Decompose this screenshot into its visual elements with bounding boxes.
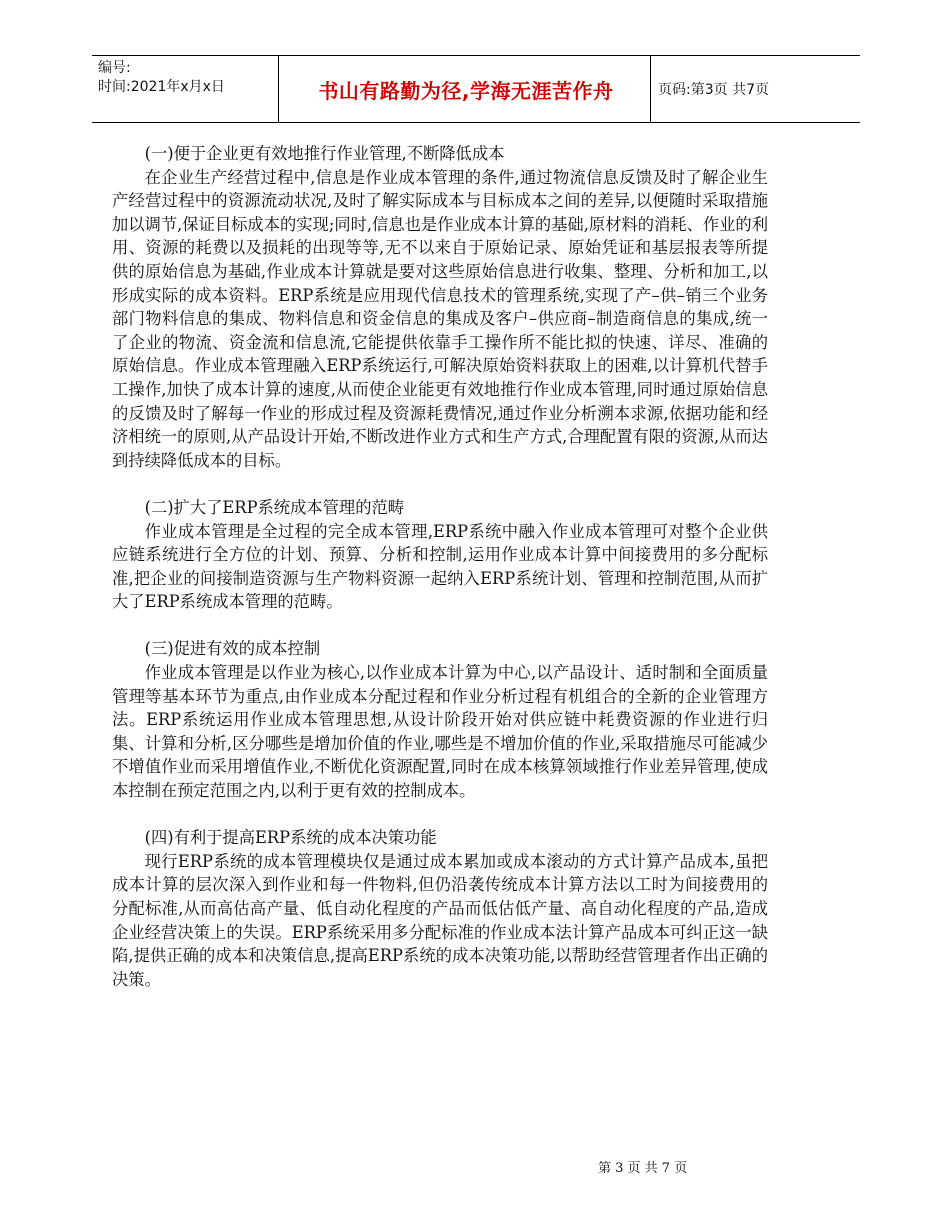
page-header [92,55,860,123]
header-page-indicator: 页码:第3页 共7页 [658,82,769,98]
section-paragraph: 在企业生产经营过程中,信息是作业成本管理的条件,通过物流信息反馈及时了解企业生产经营过程中的资源流动状况,及时了解实际成本与目标成本之间的差异,以便随时采取措施加以调节,保证目标成本的实现;同时,信息也是作业成本计算的基础,原材料的消耗、作业的利用、资源的耗费以及损耗的出现等等,无不以来自于原始记录、原始凭证和基层报表等所提供的原始信息为基础,作业成本计算就是要对这些原始信息进行收集、整理、分析和加工,以形成实际的成本资料。ERP系统是应用现代信息技术的管理系统,实现了产–供–销三个业务部门物料信息的集成、物料信息和资金信息的集成及客户–供应商–制造商信息的集成,统一了企业的物流、资金流和信息流,它能提供依靠手工操作所不能比拟的快速、详尽、准确的原始信息。作业成本管理融入ERP系统运行,可解决原始资料获取上的困难,以计算机代替手工操作,加快了成本计算的速度,从而使企业能更有效地推行作业成本管理,同时通过原始信息的反馈及时了解每一作业的形成过程及资源耗费情况,通过作业分析溯本求源,依据功能和经济相统一的原则,从产品设计开始,不断改进作业方式和生产方式,合理配置有限的资源,从而达到持续降低成本的目标。 [112,167,768,470]
section-heading: (四)有利于提高ERP系统的成本决策功能 [144,828,437,848]
header-divider [278,56,279,122]
document-body [112,142,768,991]
page-footer: 第 3 页 共 7 页 [598,1161,688,1176]
document-number-label: 编号: [98,60,131,76]
header-divider [650,56,651,122]
section-paragraph: 作业成本管理是以作业为核心,以作业成本计算为中心,以产品设计、适时制和全面质量管理等基本环节为重点,由作业成本分配过程和作业分析过程有机组合的全新的企业管理方法。ERP系统运用作业成本管理思想,从设计阶段开始对供应链中耗费资源的作业进行归集、计算和分析,区分哪些是增加价值的作业,哪些是不增加价值的作业,采取措施尽可能减少不增值作业而采用增值作业,不断优化资源配置,同时在成本核算领域推行作业差异管理,使成本控制在预定范围之内,以利于更有效的控制成本。 [112,663,768,801]
header-motto: 书山有路勤为径,学海无涯苦作舟 [318,78,614,103]
section-paragraph: 现行ERP系统的成本管理模块仅是通过成本累加或成本滚动的方式计算产品成本,虽把成本计算的层次深入到作业和每一件物料,但仍沿袭传统成本计算方法以工时为间接费用的分配标准,从而高估高产量、低自动化程度的产品而低估低产量、高自动化程度的产品,造成企业经营决策上的失误。ERP系统采用多分配标准的作业成本法计算产品成本可纠正这一缺陷,提供正确的成本和决策信息,提高ERP系统的成本决策功能,以帮助经营管理者作出正确的决策。 [112,851,768,989]
document-time-label: 时间:2021年x月x日 [98,79,225,95]
section-paragraph: 作业成本管理是全过程的完全成本管理,ERP系统中融入作业成本管理可对整个企业供应链系统进行全方位的计划、预算、分析和控制,运用作业成本计算中间接费用的多分配标准,把企业的间接制造资源与生产物料资源一起纳入ERP系统计划、管理和控制范围,从而扩大了ERP系统成本管理的范畴。 [112,521,768,612]
section-heading: (二)扩大了ERP系统成本管理的范畴 [144,497,405,517]
header-meta [98,59,225,97]
section-heading: (一)便于企业更有效地推行作业管理,不断降低成本 [144,144,505,163]
section-heading: (三)促进有效的成本控制 [144,639,321,659]
